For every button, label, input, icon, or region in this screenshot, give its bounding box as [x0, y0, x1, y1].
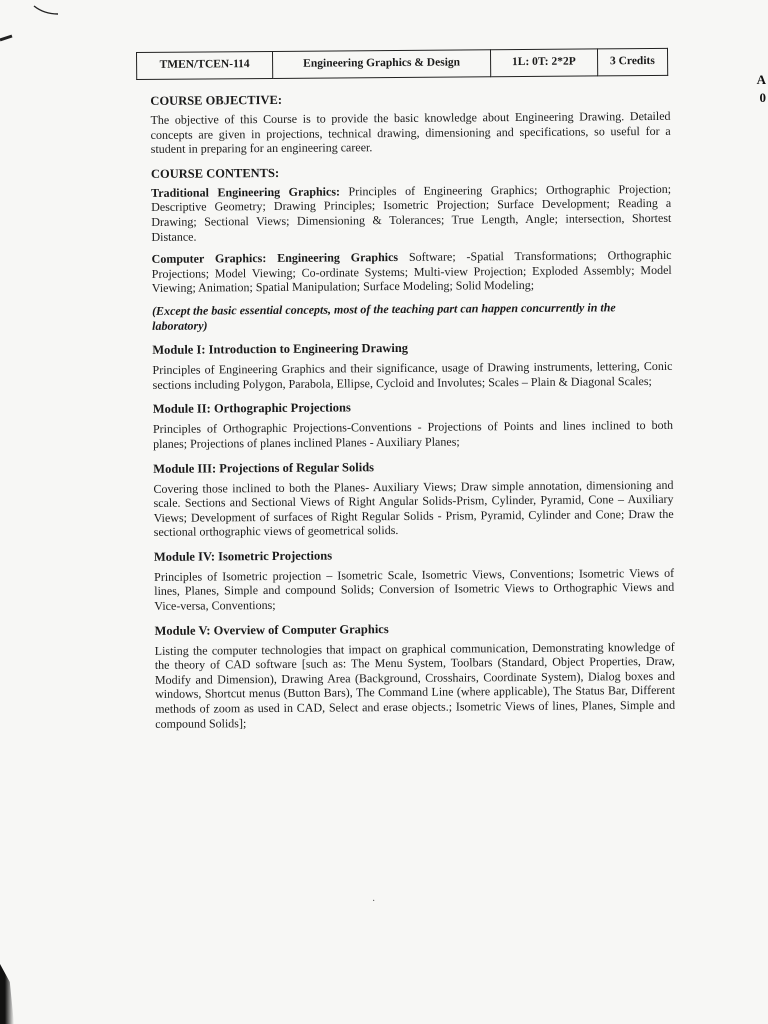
module-3-text: Covering those inclined to both the Planes- Auxiliary Views; Draw simple annotation, dimensioning and scale. Sections and Sectional Views of Right Angular Solids-Prism, Cylinder, Pyramid, Cone – Auxiliary Views; Development of surfaces of Right Regular Solids - Prism, Pyramid, Cylinder and Cone; Draw the sectional orthographic views of geometrical solids.	[153, 477, 674, 540]
course-title: Engineering Graphics & Design	[273, 50, 491, 79]
traditional-graphics-lead: Traditional Engineering Graphics:	[151, 184, 341, 200]
course-ltp: 1L: 0T: 2*2P	[490, 49, 597, 77]
syllabus-content	[140, 90, 675, 731]
margin-mark-top: A	[756, 72, 766, 87]
objective-text: The objective of this Course is to provide the basic knowledge about Engineering Drawing. Detailed concepts are given in projections, technical drawing, dimensioning and specifications, so useful for a student in preparing for an engineering career.	[150, 108, 671, 157]
objective-heading: COURSE OBJECTIVE:	[150, 92, 283, 108]
module-1-text: Principles of Engineering Graphics and their significance, usage of Drawing instruments, lettering, Conic sections including Polygon, Parabola, Ellipse, Cycloid and Involutes; Scales – Plain & Diagonal Scales;	[152, 358, 673, 392]
module-1-heading: Module I: Introduction to Engineering Drawing	[152, 341, 409, 358]
module-3-heading: Module III: Projections of Regular Solids	[153, 459, 375, 476]
course-header-table	[136, 48, 668, 80]
contents-heading: COURSE CONTENTS:	[150, 165, 280, 181]
computer-graphics-text: Software; -Spatial Transformations; Orthographic Projections; Model Viewing; Co-ordinate Systems; Multi-view Projection; Exploded Assembly; Model Viewing; Animation; Spatial Manipulation; Surface Modeling; Solid Modeling;	[151, 247, 672, 296]
scan-speck: ·	[372, 896, 376, 907]
module-5-heading: Module V: Overview of Computer Graphics	[154, 621, 389, 638]
syllabus-page	[140, 48, 685, 737]
module-2-text: Principles of Orthographic Projections-Conventions - Projections of Points and lines inclined to both planes; Projections of planes inclined Planes - Auxiliary Planes;	[152, 418, 674, 451]
traditional-graphics-paragraph	[151, 182, 671, 244]
module-4-heading: Module IV: Isometric Projections	[153, 548, 333, 564]
computer-graphics-lead: Computer Graphics: Engineering Graphics	[151, 250, 399, 267]
traditional-graphics-text: Principles of Engineering Graphics; Orthographic Projection; Descriptive Geometry; Drawing Principles; Isometric Projection; Surface Development; Reading a Drawing; Sectional Views; Dimensioning & Tolerances; True Length, Angle; intersection, Shortest Distance.	[151, 181, 672, 244]
computer-graphics-paragraph	[152, 248, 672, 296]
margin-mark-bottom: 0	[759, 90, 766, 105]
lab-note: (Except the basic essential concepts, most of the teaching part can happen concurrently in the laboratory)	[151, 300, 616, 333]
module-2-heading: Module II: Orthographic Projections	[152, 400, 351, 417]
module-4-text: Principles of Isometric projection – Isometric Scale, Isometric Views, Conventions; Isometric Views of lines, Planes, Simple and compound Solids; Conversion of Isometric Views to Orthographic Views and Vice-versa, Conventions;	[154, 565, 675, 613]
scan-edge-shadow	[0, 964, 14, 1024]
course-credits: 3 Credits	[597, 48, 668, 76]
scan-corner-mark	[0, 0, 70, 50]
module-5-text: Listing the computer technologies that impact on graphical communication, Demonstrating knowledge of the theory of CAD software [such as: The Menu System, Toolbars (Standard, Object Properties, Draw, Modify and Dimension), Drawing Area (Background, Crosshairs, Coordinate System), Dialog boxes and windows, Shortcut menus (Button Bars), The Command Line (where applicable), The Status Bar, Different methods of zoom as used in CAD, Select and erase objects.; Isometric Views of lines, Planes, Simple and compound Solids];	[154, 639, 676, 731]
course-code: TMEN/TCEN-114	[137, 51, 273, 79]
